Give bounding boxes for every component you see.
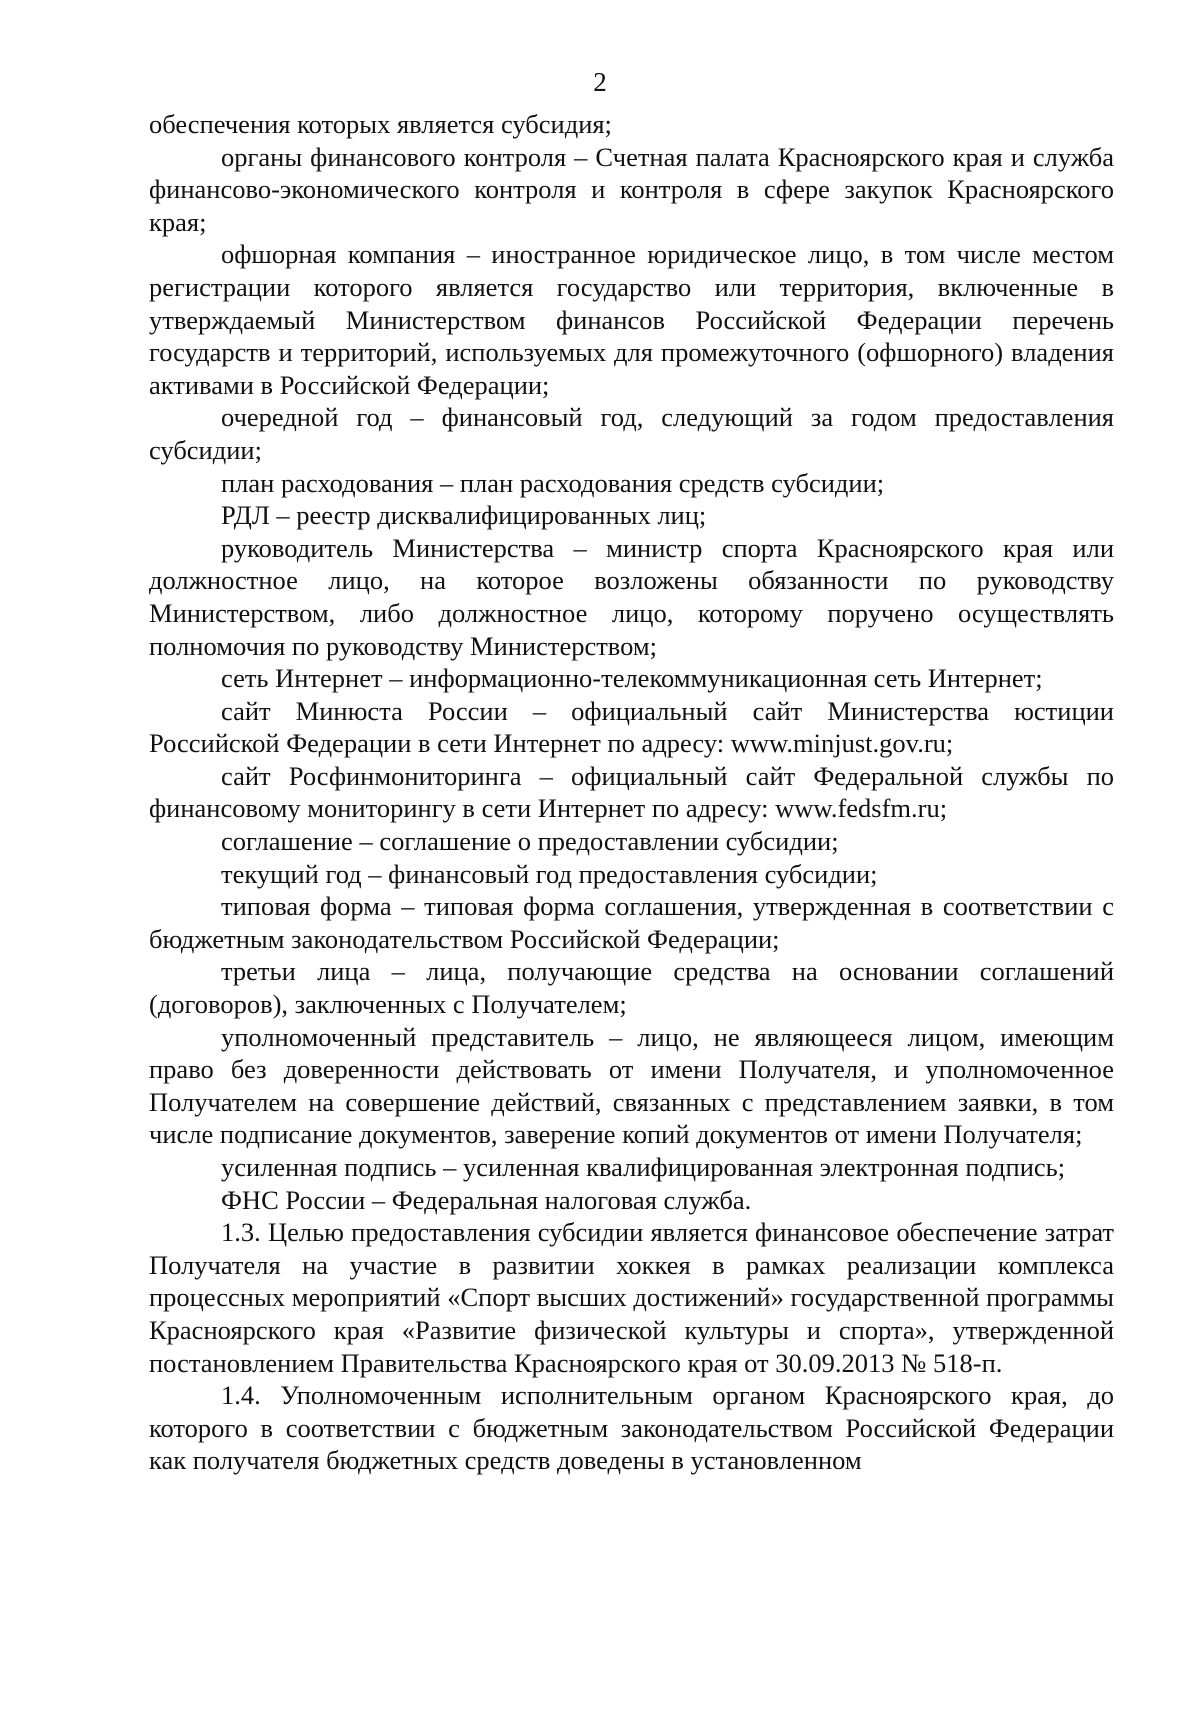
paragraph: текущий год – финансовый год предоставления субсидии; [221, 858, 878, 889]
paragraph: сайт Минюста России – официальный сайт Министерства юстиции Российской Федерации в сети Интернет по адресу: www.minjust.gov.ru; [149, 695, 1114, 759]
paragraph: план расходования – план расходования средств субсидии; [221, 467, 885, 498]
paragraph: 1.4. Уполномоченным исполнительным органом Красноярского края, до которого в соответствии с бюджетным законодательством Российской Федерации как получателя бюджетных средств доведены в установленном [149, 1380, 1114, 1476]
paragraph: третьи лица – лица, получающие средства на основании соглашений (договоров), заключенных с Получателем; [149, 956, 1114, 1020]
paragraph: 1.3. Целью предоставления субсидии является финансовое обеспечение затрат Получателя на участие в развитии хоккея в рамках реализации комплекса процессных мероприятий «Спорт высших достижений» государственной программы Красноярского края «Развитие физической культуры и спорта», утвержденной постановлением Правительства Красноярского края от 30.09.2013 № 518-п. [149, 1217, 1114, 1378]
document-body [149, 108, 1114, 1477]
paragraph: сайт Росфинмониторинга – официальный сайт Федеральной службы по финансовому мониторингу в сети Интернет по адресу: www.fedsfm.ru; [149, 760, 1114, 824]
paragraph: очередной год – финансовый год, следующий за годом предоставления субсидии; [149, 402, 1114, 465]
paragraph: типовая форма – типовая форма соглашения, утвержденная в соответствии с бюджетным законодательством Российской Федерации; [149, 891, 1114, 954]
paragraph: ФНС России – Федеральная налоговая служба. [221, 1184, 752, 1215]
paragraph: офшорная компания – иностранное юридическое лицо, в том числе местом регистрации которого является государство или территория, включенные в утверждаемый Министерством финансов Российской Федерации перечень государств и территорий, используемых для промежуточного (офшорного) владения активами в Российской Федерации; [149, 239, 1114, 400]
page-number: 2 [593, 67, 607, 97]
paragraph: усиленная подпись – усиленная квалифицированная электронная подпись; [221, 1152, 1066, 1182]
paragraph: органы финансового контроля – Счетная палата Красноярского края и служба финансово-экономического контроля и контроля в сфере закупок Красноярского края; [149, 141, 1114, 237]
paragraph: уполномоченный представитель – лицо, не являющееся лицом, имеющим право без доверенности действовать от имени Получателя, и уполномоченное Получателем на совершение действий, связанных с представлением заявки, в том числе подписание документов, заверение копий документов от имени Получателя; [149, 1021, 1114, 1150]
paragraph: РДЛ – реестр дисквалифицированных лиц; [221, 500, 707, 531]
paragraph: соглашение – соглашение о предоставлении субсидии; [221, 826, 839, 857]
paragraph: сеть Интернет – информационно-телекоммуникационная сеть Интернет; [221, 663, 1043, 694]
paragraph: руководитель Министерства – министр спорта Красноярского края или должностное лицо, на которое возложены обязанности по руководству Министерством, либо должностное лицо, которому поручено осуществлять полномочия по руководству Министерством; [149, 532, 1114, 661]
paragraph: обеспечения которых является субсидия; [149, 109, 612, 139]
